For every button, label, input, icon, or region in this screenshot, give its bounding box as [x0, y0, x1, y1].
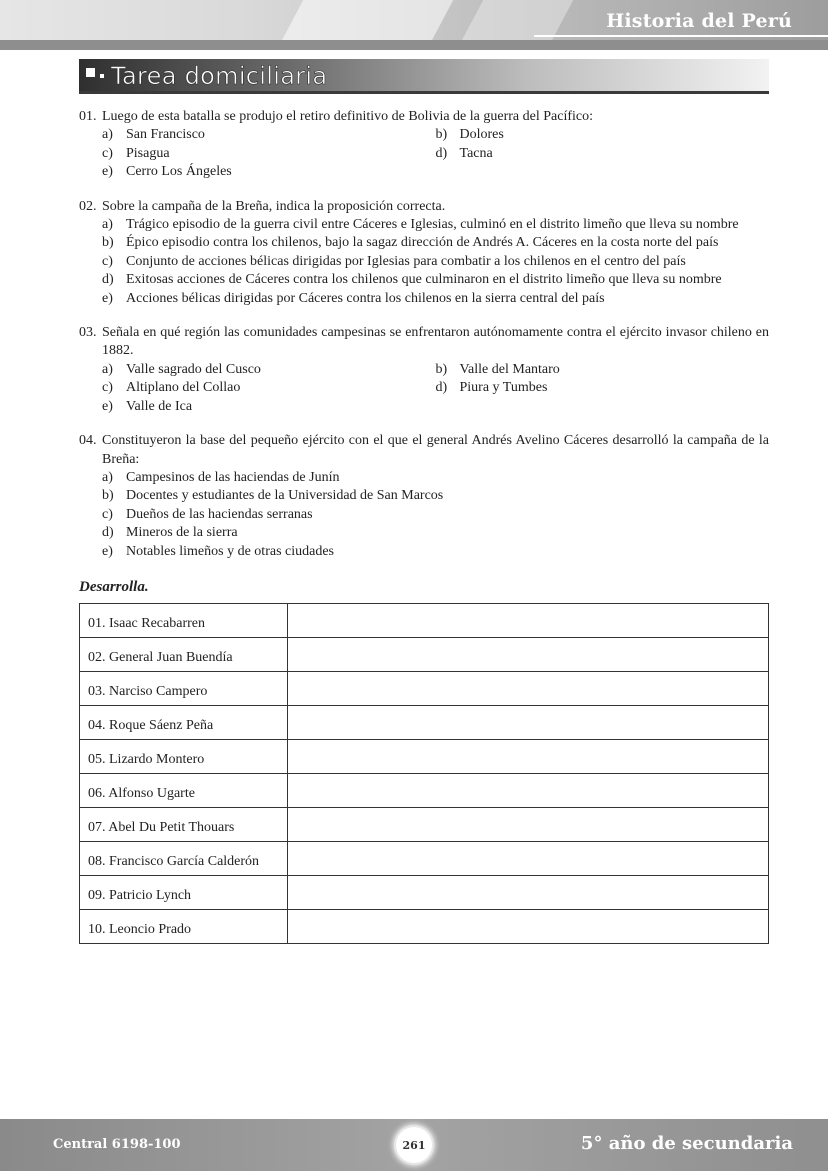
option-text: Épico episodio contra los chilenos, bajo la sagaz dirección de Andrés A. Cáceres en la costa norte del país [126, 235, 719, 251]
question-number: 04. [79, 433, 97, 449]
answer-option [436, 126, 770, 144]
answer-option [102, 216, 769, 234]
option-letter: e) [102, 398, 113, 414]
option-letter: d) [435, 380, 448, 396]
answer-option [102, 290, 769, 308]
table-row-label: 01. Isaac Recabarren [80, 604, 288, 638]
question-text: Constituyeron la base del pequeño ejército con el que el general Andrés Avelino Cáceres desarrolló la campaña de la Breña: [102, 433, 769, 467]
answer-option [102, 524, 769, 542]
answer-blank-cell[interactable] [288, 910, 769, 944]
table-row [80, 842, 769, 876]
option-letter: b) [102, 235, 114, 251]
option-text: Piura y Tumbes [459, 380, 548, 396]
answer-option [102, 379, 436, 397]
option-letter: b) [102, 488, 114, 504]
answer-blank-cell[interactable] [288, 638, 769, 672]
option-row [102, 398, 769, 416]
option-text: Trágico episodio de la guerra civil entre Cáceres e Iglesias, culminó en el distrito limeño que lleva su nombre [126, 217, 739, 233]
answer-blank-cell[interactable] [288, 842, 769, 876]
question-item [79, 108, 769, 182]
answer-blank-cell[interactable] [288, 740, 769, 774]
option-text: Dueños de las haciendas serranas [126, 506, 313, 522]
option-row [102, 163, 769, 181]
question-number: 03. [79, 325, 97, 341]
answer-option [102, 145, 436, 163]
option-letter: a) [102, 127, 113, 143]
section-title: Tarea domiciliaria [111, 62, 328, 90]
option-text: San Francisco [126, 127, 205, 143]
question-item [79, 432, 769, 561]
section-title-bar [79, 59, 769, 94]
footer-grade: 5° año de secundaria [580, 1133, 793, 1154]
option-text: Campesinos de las haciendas de Junín [126, 469, 340, 485]
table-row-label: 09. Patricio Lynch [80, 876, 288, 910]
footer-band [0, 1119, 828, 1171]
option-text: Cerro Los Ángeles [126, 164, 232, 180]
answer-option [436, 379, 770, 397]
option-letter: c) [102, 253, 113, 269]
option-list [102, 126, 769, 181]
table-row [80, 604, 769, 638]
answer-blank-cell[interactable] [288, 876, 769, 910]
option-letter: e) [102, 164, 113, 180]
option-list [102, 469, 769, 561]
option-letter: b) [435, 127, 448, 143]
square-bullet-icon [100, 74, 104, 78]
answer-option [102, 506, 769, 524]
option-letter: d) [102, 272, 114, 288]
question-number: 01. [79, 109, 97, 124]
option-text: Valle sagrado del Cusco [126, 361, 261, 377]
question-list [79, 108, 769, 577]
question-text: Señala en qué región las comunidades campesinas se enfrentaron autónomamente contra el ejército invasor chileno en 1882. [102, 325, 769, 359]
option-text: Acciones bélicas dirigidas por Cáceres contra los chilenos en la sierra central del país [126, 290, 605, 306]
answer-option [102, 469, 769, 487]
answer-option [102, 543, 769, 561]
answer-option [102, 163, 447, 181]
option-text: Valle de Ica [126, 398, 193, 414]
footer-phone: Central 6198-100 [53, 1137, 181, 1152]
header-band [0, 0, 828, 50]
answer-blank-cell[interactable] [288, 604, 769, 638]
table-row [80, 740, 769, 774]
answer-option [436, 361, 770, 379]
develop-label: Desarrolla. [79, 579, 149, 595]
option-letter: c) [102, 380, 113, 396]
option-letter: a) [102, 469, 113, 485]
table-row-label: 05. Lizardo Montero [80, 740, 288, 774]
table-row [80, 672, 769, 706]
table-row-label: 10. Leoncio Prado [80, 910, 288, 944]
table-row [80, 706, 769, 740]
answer-blank-cell[interactable] [288, 808, 769, 842]
question-item [79, 324, 769, 416]
question-text-row [79, 108, 769, 126]
option-row [102, 379, 769, 397]
answer-option [436, 145, 770, 163]
square-bullet-icon [86, 68, 95, 77]
header-title-underline [534, 35, 828, 37]
option-letter: c) [102, 506, 113, 522]
question-text: Sobre la campaña de la Breña, indica la proposición correcta. [102, 198, 446, 214]
option-row [102, 145, 769, 163]
question-text-row [79, 324, 769, 361]
answer-option [102, 126, 436, 144]
option-letter: e) [102, 290, 113, 306]
option-text: Notables limeños y de otras ciudades [126, 543, 335, 559]
answer-option [102, 398, 447, 416]
option-letter: b) [435, 361, 448, 377]
question-number: 02. [79, 198, 97, 214]
option-text: Pisagua [126, 145, 170, 161]
table-row-label: 06. Alfonso Ugarte [80, 774, 288, 808]
option-text: Exitosas acciones de Cáceres contra los chilenos que culminaron en el distrito limeño que lleva su nombre [126, 272, 722, 288]
header-bottom-line [0, 40, 828, 50]
answer-blank-cell[interactable] [288, 706, 769, 740]
develop-table [79, 603, 769, 944]
table-row [80, 774, 769, 808]
option-row [102, 126, 769, 144]
option-letter: d) [102, 525, 114, 541]
table-row [80, 876, 769, 910]
answer-blank-cell[interactable] [288, 774, 769, 808]
answer-option [102, 271, 769, 289]
table-row-label: 03. Narciso Campero [80, 672, 288, 706]
option-letter: a) [102, 361, 113, 377]
table-row-label: 04. Roque Sáenz Peña [80, 706, 288, 740]
option-row [102, 361, 769, 379]
table-row [80, 808, 769, 842]
option-text: Conjunto de acciones bélicas dirigidas por Iglesias para combatir a los chilenos en el centro del país [126, 253, 686, 269]
page-number-badge: 261 [396, 1127, 432, 1163]
answer-option [102, 361, 436, 379]
option-text: Docentes y estudiantes de la Universidad de San Marcos [126, 488, 444, 504]
option-letter: e) [102, 543, 113, 559]
question-text: Luego de esta batalla se produjo el retiro definitivo de Bolivia de la guerra del Pacífico: [102, 109, 593, 124]
answer-option [102, 234, 769, 252]
answer-option [102, 253, 769, 271]
option-letter: c) [102, 145, 113, 161]
table-row [80, 910, 769, 944]
option-list [102, 216, 769, 308]
question-text-row [79, 432, 769, 469]
option-text: Altiplano del Collao [126, 380, 241, 396]
option-list [102, 361, 769, 416]
table-row-label: 07. Abel Du Petit Thouars [80, 808, 288, 842]
option-text: Dolores [459, 127, 504, 143]
table-row [80, 638, 769, 672]
question-item [79, 198, 769, 308]
table-row-label: 02. General Juan Buendía [80, 638, 288, 672]
option-text: Valle del Mantaro [459, 361, 560, 377]
answer-option [102, 487, 769, 505]
table-row-label: 08. Francisco García Calderón [80, 842, 288, 876]
option-text: Tacna [459, 145, 493, 161]
option-letter: d) [435, 145, 448, 161]
option-text: Mineros de la sierra [126, 525, 238, 541]
question-text-row [79, 198, 769, 216]
header-title: Historia del Perú [606, 10, 792, 32]
answer-blank-cell[interactable] [288, 672, 769, 706]
option-letter: a) [102, 217, 113, 233]
